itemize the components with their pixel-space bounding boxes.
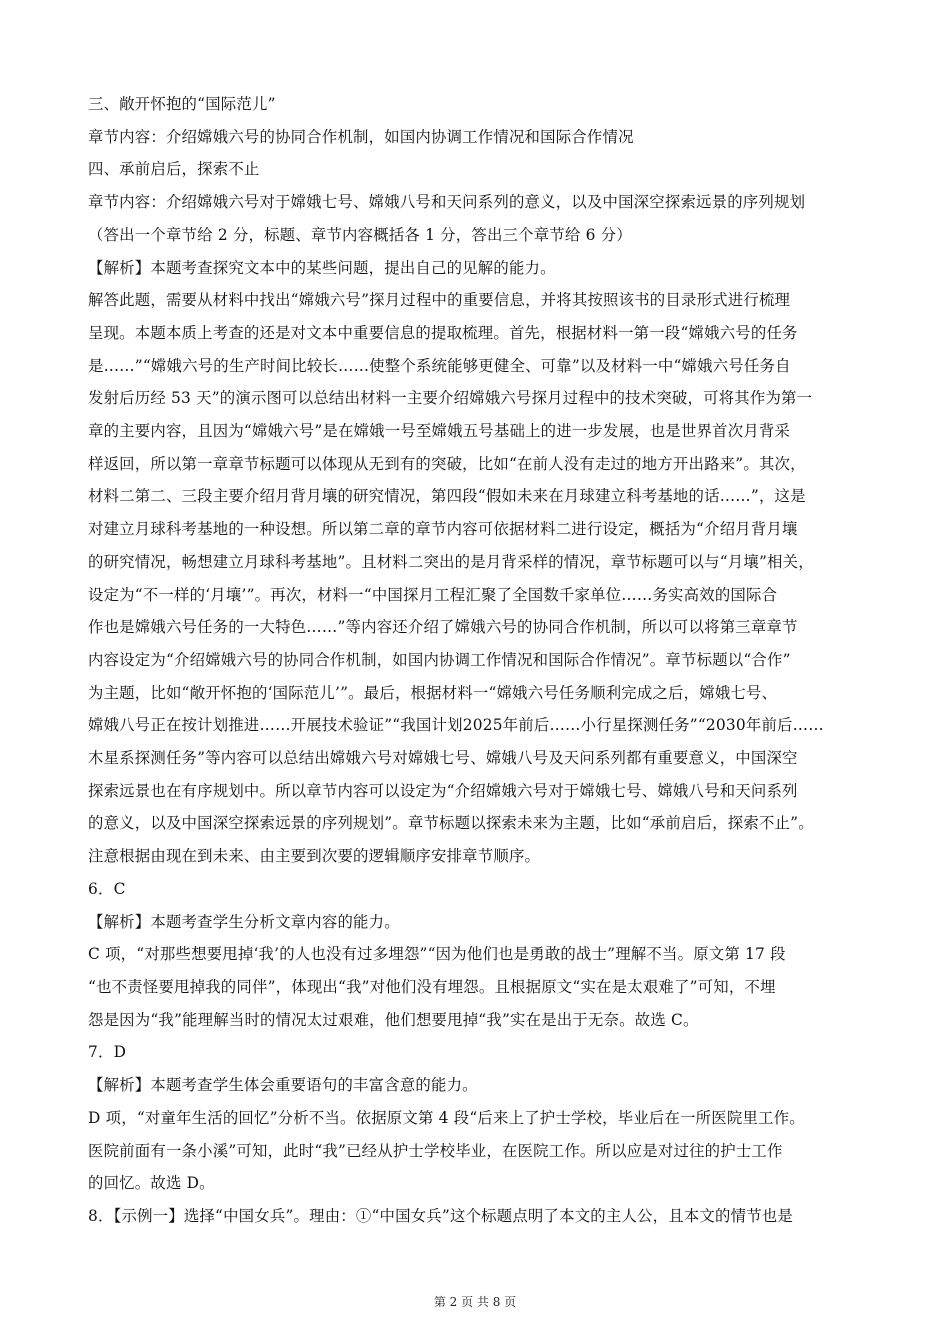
- text-line: 医院前面有一条小溪”可知，此时“我”已经从护士学校毕业，在医院工作。所以应是对过往的护士工作: [88, 1141, 783, 1160]
- text-line: 材料二第二、三段主要介绍月背月壤的研究情况，第四段“假如未来在月球建立科考基地的话……”，这是: [88, 487, 806, 506]
- text-line: 【解析】本题考查探究文本中的某些问题，提出自己的见解的能力。: [88, 258, 556, 277]
- text-line: （答出一个章节给 2 分，标题、章节内容概括各 1 分，答出三个章节给 6 分）: [88, 225, 632, 244]
- text-line: 设定为“不一样的‘月壤’”。再次，材料一“中国探月工程汇聚了全国数千家单位……务实高效的国际合: [88, 585, 778, 604]
- text-line: 8．【示例一】选择“中国女兵”。理由：①“中国女兵”这个标题点明了本文的主人公，且本文的情节也是: [88, 1206, 793, 1225]
- page-content: [88, 88, 863, 1233]
- page-footer: 第 2 页 共 8 页: [433, 1295, 517, 1309]
- text-line: 【解析】本题考查学生体会重要语句的丰富含意的能力。: [88, 1076, 478, 1095]
- text-line: 【解析】本题考查学生分析文章内容的能力。: [88, 912, 400, 931]
- text-line: 发射后历经 53 天”的演示图可以总结出材料一主要介绍嫦娥六号探月过程中的技术突破，可将其作为第一: [88, 389, 813, 408]
- text-line: 是……”“嫦娥六号的生产时间比较长……使整个系统能够更健全、可靠”以及材料一中“嫦娥六号任务自: [88, 356, 791, 375]
- text-line: 的研究情况，畅想建立月球科考基地”。且材料二突出的是月背采样的情况，章节标题可以与“月壤”相关，: [88, 552, 814, 571]
- text-line: “也不责怪要甩掉我的同伴”，体现出“我”对他们没有埋怨。且根据原文“实在是太艰难了”可知，不埋: [88, 977, 776, 996]
- text-line: 三、敞开怀抱的“国际范儿”: [88, 95, 276, 113]
- text-line: 怨是因为“我”能理解当时的情况太过艰难，他们想要甩掉“我”实在是出于无奈。故选 C。: [88, 1010, 699, 1029]
- text-line: 嫦娥八号正在按计划推进……开展技术验证”“我国计划2025年前后……小行星探测任务”“2030年前后……: [88, 716, 824, 735]
- text-line: 为主题，比如“敞开怀抱的‘国际范儿’”。最后，根据材料一“嫦娥六号任务顺利完成之后，嫦娥七号、: [88, 683, 778, 702]
- text-line: 章节内容：介绍嫦娥六号对于嫦娥七号、嫦娥八号和天问系列的意义，以及中国深空探索远景的序列规划: [88, 193, 806, 212]
- text-line: 样返回，所以第一章章节标题可以体现从无到有的突破，比如“在前人没有走过的地方开出路来”。其次，: [88, 454, 806, 473]
- text-line: 的回忆。故选 D。: [88, 1174, 215, 1193]
- text-line: C 项，“对那些想要甩掉‘我’的人也没有过多埋怨”“因为他们也是勇敢的战士”理解不当。原文第 17 段: [88, 945, 786, 964]
- answer-number: 6．C: [88, 879, 126, 898]
- text-line: 对建立月球科考基地的一种设想。所以第二章的章节内容可依据材料二进行设定，概括为“介绍月背月壤: [88, 520, 798, 539]
- text-line: 章节内容：介绍嫦娥六号的协同合作机制，如国内协调工作情况和国际合作情况: [88, 127, 634, 146]
- text-line: 作也是嫦娥六号任务的一大特色……”等内容还介绍了嫦娥六号的协同合作机制，所以可以将第三章章节: [88, 618, 798, 637]
- text-line: 内容设定为“介绍嫦娥六号的协同合作机制，如国内协调工作情况和国际合作情况”。章节标题以“合作”: [88, 650, 791, 669]
- text-line: 探索远景也在有序规划中。所以章节内容可以设定为“介绍嫦娥六号对于嫦娥七号、嫦娥八号和天问系列: [88, 781, 798, 800]
- text-line: 章的主要内容，且因为“嫦娥六号”是在嫦娥一号至嫦娥五号基础上的进一步发展，也是世界首次月背采: [88, 422, 791, 441]
- text-line: 注意根据由现在到未来、由主要到次要的逻辑顺序安排章节顺序。: [88, 847, 541, 866]
- text-line: 呈现。本题本质上考查的还是对文本中重要信息的提取梳理。首先，根据材料一第一段“嫦娥六号的任务: [88, 323, 798, 342]
- text-line: 木星系探测任务”等内容可以总结出嫦娥六号对嫦娥七号、嫦娥八号及天问系列都有重要意义，中国深空: [88, 749, 798, 768]
- text-line: 的意义，以及中国深空探索远景的序列规划”。章节标题以探索未来为主题，比如“承前启后，探索不止”。: [88, 814, 814, 833]
- text-line: 解答此题，需要从材料中找出“嫦娥六号”探月过程中的重要信息，并将其按照该书的目录形式进行梳理: [88, 291, 791, 310]
- answer-number: 7．D: [88, 1043, 127, 1062]
- text-line: 四、承前启后，探索不止: [88, 160, 260, 179]
- text-line: D 项，“对童年生活的回忆”分析不当。依据原文第 4 段“后来上了护士学校，毕业后在一所医院里工作。: [88, 1108, 805, 1127]
